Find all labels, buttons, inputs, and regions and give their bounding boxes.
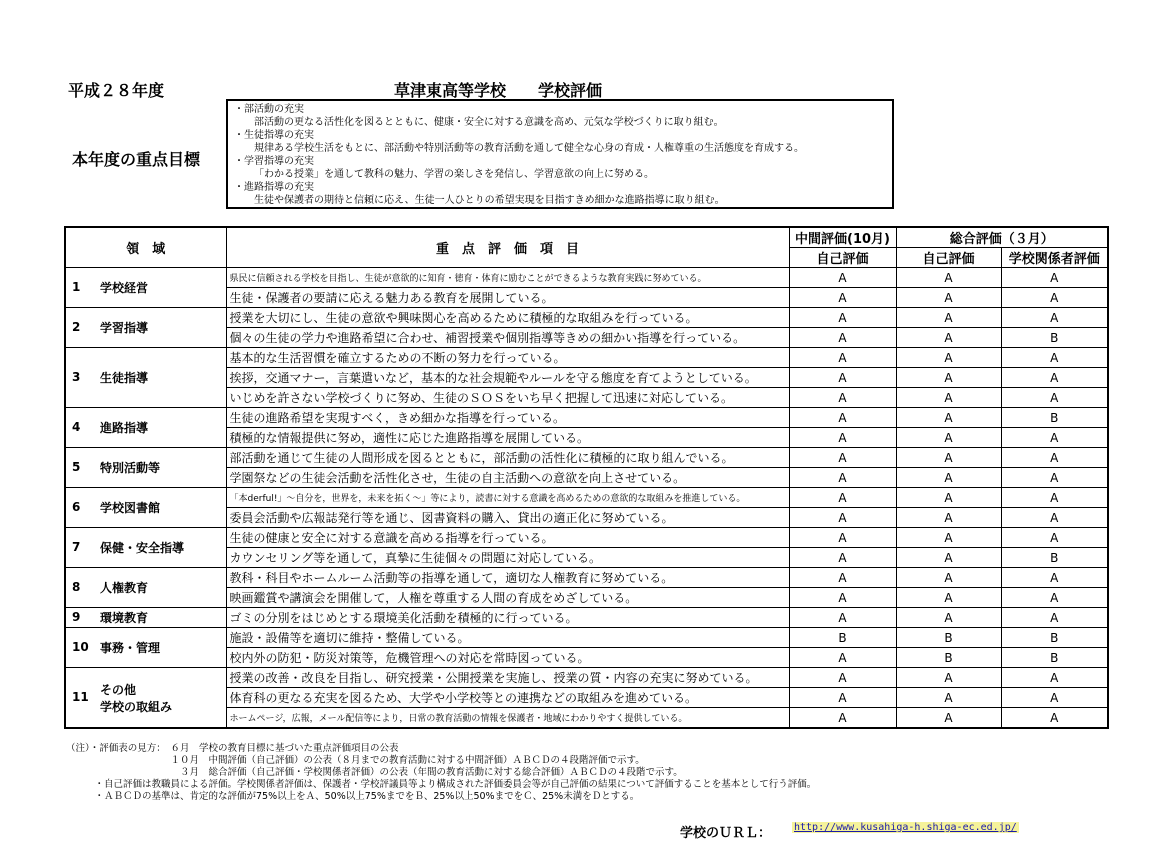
grade-final-school: A bbox=[1001, 308, 1108, 328]
domain-cell bbox=[65, 308, 226, 348]
goal-title: ・学習指導の充実 bbox=[234, 156, 314, 167]
note-line: ・ＡＢＣＤの基準は、肯定的な評価が75%以上をＡ、50%以上75%までをＢ、25%以上50%までをＣ、25%未満をＤとする。 bbox=[66, 791, 640, 802]
goal-description: 規律ある学校生活をもとに、部活動や特別活動等の教育活動を通して健全な心身の育成・人権尊重の生活態度を育成する。 bbox=[254, 143, 804, 154]
grade-final-school: B bbox=[1001, 328, 1108, 348]
domain-cell bbox=[65, 448, 226, 488]
evaluation-item: 県民に信頼される学校を目指し、生徒が意欲的に知育・徳育・体育に励むことができるような教育実践に努めている。 bbox=[226, 268, 789, 288]
grade-final-self: A bbox=[896, 688, 1001, 708]
grade-mid-self: A bbox=[789, 288, 896, 308]
evaluation-item: 挨拶，交通マナー，言葉遣いなど，基本的な社会規範やルールを守る態度を育てようとしている。 bbox=[226, 368, 789, 388]
domain-name: 保健・安全指導 bbox=[100, 541, 185, 555]
domain-name: 環境教育 bbox=[100, 611, 149, 625]
grade-final-school: A bbox=[1001, 388, 1108, 408]
grade-mid-self: A bbox=[789, 408, 896, 428]
grade-final-school: B bbox=[1001, 408, 1108, 428]
evaluation-item: 体育科の更なる充実を図るため、大学や小学校等との連携などの取組みを進めている。 bbox=[226, 688, 789, 708]
evaluation-item: 授業を大切にし、生徒の意欲や興味関心を高めるために積極的な取組みを行っている。 bbox=[226, 308, 789, 328]
grade-final-self: A bbox=[896, 488, 1001, 508]
domain-name: 事務・管理 bbox=[100, 641, 161, 655]
grade-final-school: B bbox=[1001, 548, 1108, 568]
header-mid-eval: 中間評価(10月) bbox=[789, 227, 896, 248]
domain-cell bbox=[65, 268, 226, 308]
grade-final-self: A bbox=[896, 508, 1001, 528]
evaluation-item: 積極的な情報提供に努め，適性に応じた進路指導を展開している。 bbox=[226, 428, 789, 448]
grade-final-school: B bbox=[1001, 648, 1108, 668]
evaluation-item: 生徒の健康と安全に対する意識を高める指導を行っている。 bbox=[226, 528, 789, 548]
grade-final-school: A bbox=[1001, 348, 1108, 368]
grade-final-self: A bbox=[896, 288, 1001, 308]
grade-final-self: A bbox=[896, 448, 1001, 468]
domain-name: 学校経営 bbox=[100, 281, 149, 295]
domain-number: 10 bbox=[72, 640, 89, 654]
domain-number: 1 bbox=[72, 280, 81, 294]
evaluation-item: いじめを許さない学校づくりに努め、生徒のＳＯＳをいち早く把握して迅速に対応している。 bbox=[226, 388, 789, 408]
header-final-school: 学校関係者評価 bbox=[1001, 248, 1108, 268]
grade-mid-self: A bbox=[789, 348, 896, 368]
grade-mid-self: A bbox=[789, 528, 896, 548]
evaluation-item: 「本derful!」～自分を，世界を，未来を拓く～」等により，読書に対する意識を高めるための意欲的な取組みを推進している。 bbox=[226, 488, 789, 508]
grade-mid-self: A bbox=[789, 488, 896, 508]
domain-name: 人権教育 bbox=[100, 581, 149, 595]
notes bbox=[66, 743, 816, 803]
grade-mid-self: A bbox=[789, 668, 896, 688]
goal-title: ・生徒指導の充実 bbox=[234, 130, 314, 141]
grade-mid-self: A bbox=[789, 468, 896, 488]
grade-final-school: A bbox=[1001, 488, 1108, 508]
grade-final-school: A bbox=[1001, 468, 1108, 488]
note-line: ３月 総合評価（自己評価・学校関係者評価）の公表（年間の教育活動に対する総合評価）ＡＢＣＤの４段階で示す。 bbox=[66, 767, 683, 778]
domain-number: 4 bbox=[72, 420, 81, 434]
table-row bbox=[65, 568, 1108, 588]
grade-final-school: A bbox=[1001, 448, 1108, 468]
school-url-link[interactable]: http://www.kusahiga-h.shiga-ec.ed.jp/ bbox=[794, 822, 1017, 833]
header-final-eval: 総合評価（３月） bbox=[896, 227, 1108, 248]
domain-cell bbox=[65, 408, 226, 448]
note-line: （注）・評価表の見方： ６月 学校の教育目標に基づいた重点評価項目の公表 bbox=[66, 743, 399, 754]
table-row bbox=[65, 408, 1108, 428]
grade-mid-self: A bbox=[789, 548, 896, 568]
evaluation-item: 生徒・保護者の要請に応える魅力ある教育を展開している。 bbox=[226, 288, 789, 308]
domain-name: 学習指導 bbox=[100, 321, 149, 335]
grade-final-school: A bbox=[1001, 288, 1108, 308]
grade-mid-self: A bbox=[789, 568, 896, 588]
table-row bbox=[65, 628, 1108, 648]
grade-mid-self: A bbox=[789, 308, 896, 328]
domain-number: 7 bbox=[72, 540, 81, 554]
header-final-self: 自己評価 bbox=[896, 248, 1001, 268]
domain-number: 9 bbox=[72, 610, 81, 624]
header-mid-self: 自己評価 bbox=[789, 248, 896, 268]
page-title: 草津東高等学校 学校評価 bbox=[394, 81, 603, 100]
grade-final-self: A bbox=[896, 308, 1001, 328]
domain-cell bbox=[65, 568, 226, 608]
grade-mid-self: A bbox=[789, 328, 896, 348]
grade-mid-self: A bbox=[789, 588, 896, 608]
grade-final-self: B bbox=[896, 628, 1001, 648]
grade-final-school: B bbox=[1001, 628, 1108, 648]
grade-final-self: A bbox=[896, 668, 1001, 688]
evaluation-item: 学園祭などの生徒会活動を活性化させ，生徒の自主活動への意欲を向上させている。 bbox=[226, 468, 789, 488]
goal-description: 部活動の更なる活性化を図るとともに、健康・安全に対する意識を高め、元気な学校づくりに取り組む。 bbox=[254, 117, 724, 128]
grade-final-self: A bbox=[896, 548, 1001, 568]
evaluation-item: ゴミの分別をはじめとする環境美化活動を積極的に行っている。 bbox=[226, 608, 789, 628]
evaluation-item: 基本的な生活習慣を確立するための不断の努力を行っている。 bbox=[226, 348, 789, 368]
grade-final-school: A bbox=[1001, 608, 1108, 628]
url-label: 学校のＵＲＬ： bbox=[680, 826, 772, 841]
domain-cell bbox=[65, 668, 226, 729]
evaluation-item: カウンセリング等を通して，真摯に生徒個々の問題に対応している。 bbox=[226, 548, 789, 568]
table-row bbox=[65, 448, 1108, 468]
grade-final-school: A bbox=[1001, 568, 1108, 588]
table-row bbox=[65, 528, 1108, 548]
grade-final-self: A bbox=[896, 328, 1001, 348]
grade-final-self: A bbox=[896, 408, 1001, 428]
grade-final-self: B bbox=[896, 648, 1001, 668]
table-row bbox=[65, 488, 1108, 508]
evaluation-item: 部活動を通じて生徒の人間形成を図るとともに，部活動の活性化に積極的に取り組んでいる。 bbox=[226, 448, 789, 468]
domain-number: 11 bbox=[72, 690, 89, 704]
domain-number: 3 bbox=[72, 370, 81, 384]
table-row bbox=[65, 668, 1108, 688]
grade-final-self: A bbox=[896, 428, 1001, 448]
grade-mid-self: A bbox=[789, 688, 896, 708]
goal-title: ・部活動の充実 bbox=[234, 104, 304, 115]
grade-mid-self: A bbox=[789, 608, 896, 628]
grade-final-school: A bbox=[1001, 708, 1108, 729]
grade-mid-self: A bbox=[789, 708, 896, 729]
grade-final-school: A bbox=[1001, 368, 1108, 388]
grade-final-school: A bbox=[1001, 688, 1108, 708]
table-row bbox=[65, 348, 1108, 368]
domain-number: 5 bbox=[72, 460, 81, 474]
evaluation-item: 映画鑑賞や講演会を開催して，人権を尊重する人間の育成をめざしている。 bbox=[226, 588, 789, 608]
grade-mid-self: A bbox=[789, 368, 896, 388]
domain-name: 生徒指導 bbox=[100, 371, 149, 385]
domain-number: 8 bbox=[72, 580, 81, 594]
evaluation-item: 施設・設備等を適切に維持・整備している。 bbox=[226, 628, 789, 648]
grade-mid-self: A bbox=[789, 648, 896, 668]
grade-mid-self: B bbox=[789, 628, 896, 648]
evaluation-item: 校内外の防犯・防災対策等，危機管理への対応を常時図っている。 bbox=[226, 648, 789, 668]
grade-mid-self: A bbox=[789, 388, 896, 408]
grade-final-school: A bbox=[1001, 588, 1108, 608]
evaluation-item: 授業の改善・改良を目指し、研究授業・公開授業を実施し、授業の質・内容の充実に努めている。 bbox=[226, 668, 789, 688]
header-domain: 領 域 bbox=[65, 227, 226, 268]
goals-box bbox=[226, 99, 894, 209]
header-items: 重 点 評 価 項 目 bbox=[226, 227, 789, 268]
grade-final-self: A bbox=[896, 528, 1001, 548]
evaluation-item: 委員会活動や広報誌発行等を通じ、図書資料の購入、貸出の適正化に努めている。 bbox=[226, 508, 789, 528]
grade-final-self: A bbox=[896, 388, 1001, 408]
grade-final-school: A bbox=[1001, 528, 1108, 548]
grade-final-self: A bbox=[896, 348, 1001, 368]
table-row bbox=[65, 308, 1108, 328]
evaluation-table bbox=[64, 226, 1109, 729]
table-row bbox=[65, 608, 1108, 628]
domain-cell bbox=[65, 488, 226, 528]
grade-mid-self: A bbox=[789, 428, 896, 448]
grade-mid-self: A bbox=[789, 508, 896, 528]
table-row bbox=[65, 268, 1108, 288]
grade-final-self: A bbox=[896, 708, 1001, 729]
domain-cell bbox=[65, 528, 226, 568]
grade-mid-self: A bbox=[789, 268, 896, 288]
grade-final-school: A bbox=[1001, 508, 1108, 528]
grade-final-school: A bbox=[1001, 428, 1108, 448]
grade-mid-self: A bbox=[789, 448, 896, 468]
domain-name: その他 学校の取組み bbox=[100, 682, 173, 714]
goal-title: ・進路指導の充実 bbox=[234, 182, 314, 193]
evaluation-item: ホームページ，広報，メール配信等により，日常の教育活動の情報を保護者・地域にわかりやすく提供している。 bbox=[226, 708, 789, 729]
evaluation-item: 生徒の進路希望を実現すべく，きめ細かな指導を行っている。 bbox=[226, 408, 789, 428]
domain-name: 特別活動等 bbox=[100, 461, 161, 475]
grade-final-school: A bbox=[1001, 268, 1108, 288]
domain-name: 進路指導 bbox=[100, 421, 149, 435]
note-line: ・自己評価は教職員による評価。学校関係者評価は、保護者・学校評議員等より構成された評価委員会等が自己評価の結果について評価することを基本として行う評価。 bbox=[66, 779, 817, 790]
goal-description: 「わかる授業」を通して教科の魅力、学習の楽しさを発信し、学習意欲の向上に努める。 bbox=[254, 169, 654, 180]
domain-name: 学校図書館 bbox=[100, 501, 161, 515]
domain-number: 2 bbox=[72, 320, 81, 334]
goal-description: 生徒や保護者の期待と信頼に応え、生徒一人ひとりの希望実現を目指すきめ細かな進路指導に取り組む。 bbox=[254, 195, 725, 206]
note-line: １０月 中間評価（自己評価）の公表（８月までの教育活動に対する中間評価）ＡＢＣＤの４段階評価で示す。 bbox=[66, 755, 645, 766]
domain-cell bbox=[65, 628, 226, 668]
year-label: 平成２８年度 bbox=[68, 81, 165, 100]
grade-final-self: A bbox=[896, 608, 1001, 628]
grade-final-self: A bbox=[896, 268, 1001, 288]
evaluation-item: 個々の生徒の学力や進路希望に合わせ、補習授業や個別指導等きめの細かい指導を行っている。 bbox=[226, 328, 789, 348]
grade-final-self: A bbox=[896, 368, 1001, 388]
domain-cell bbox=[65, 608, 226, 628]
evaluation-item: 教科・科目やホームルーム活動等の指導を通して，適切な人権教育に努めている。 bbox=[226, 568, 789, 588]
domain-cell bbox=[65, 348, 226, 408]
grade-final-self: A bbox=[896, 568, 1001, 588]
grade-final-self: A bbox=[896, 468, 1001, 488]
grade-final-self: A bbox=[896, 588, 1001, 608]
grade-final-school: A bbox=[1001, 668, 1108, 688]
domain-number: 6 bbox=[72, 500, 81, 514]
goals-heading: 本年度の重点目標 bbox=[72, 150, 201, 169]
